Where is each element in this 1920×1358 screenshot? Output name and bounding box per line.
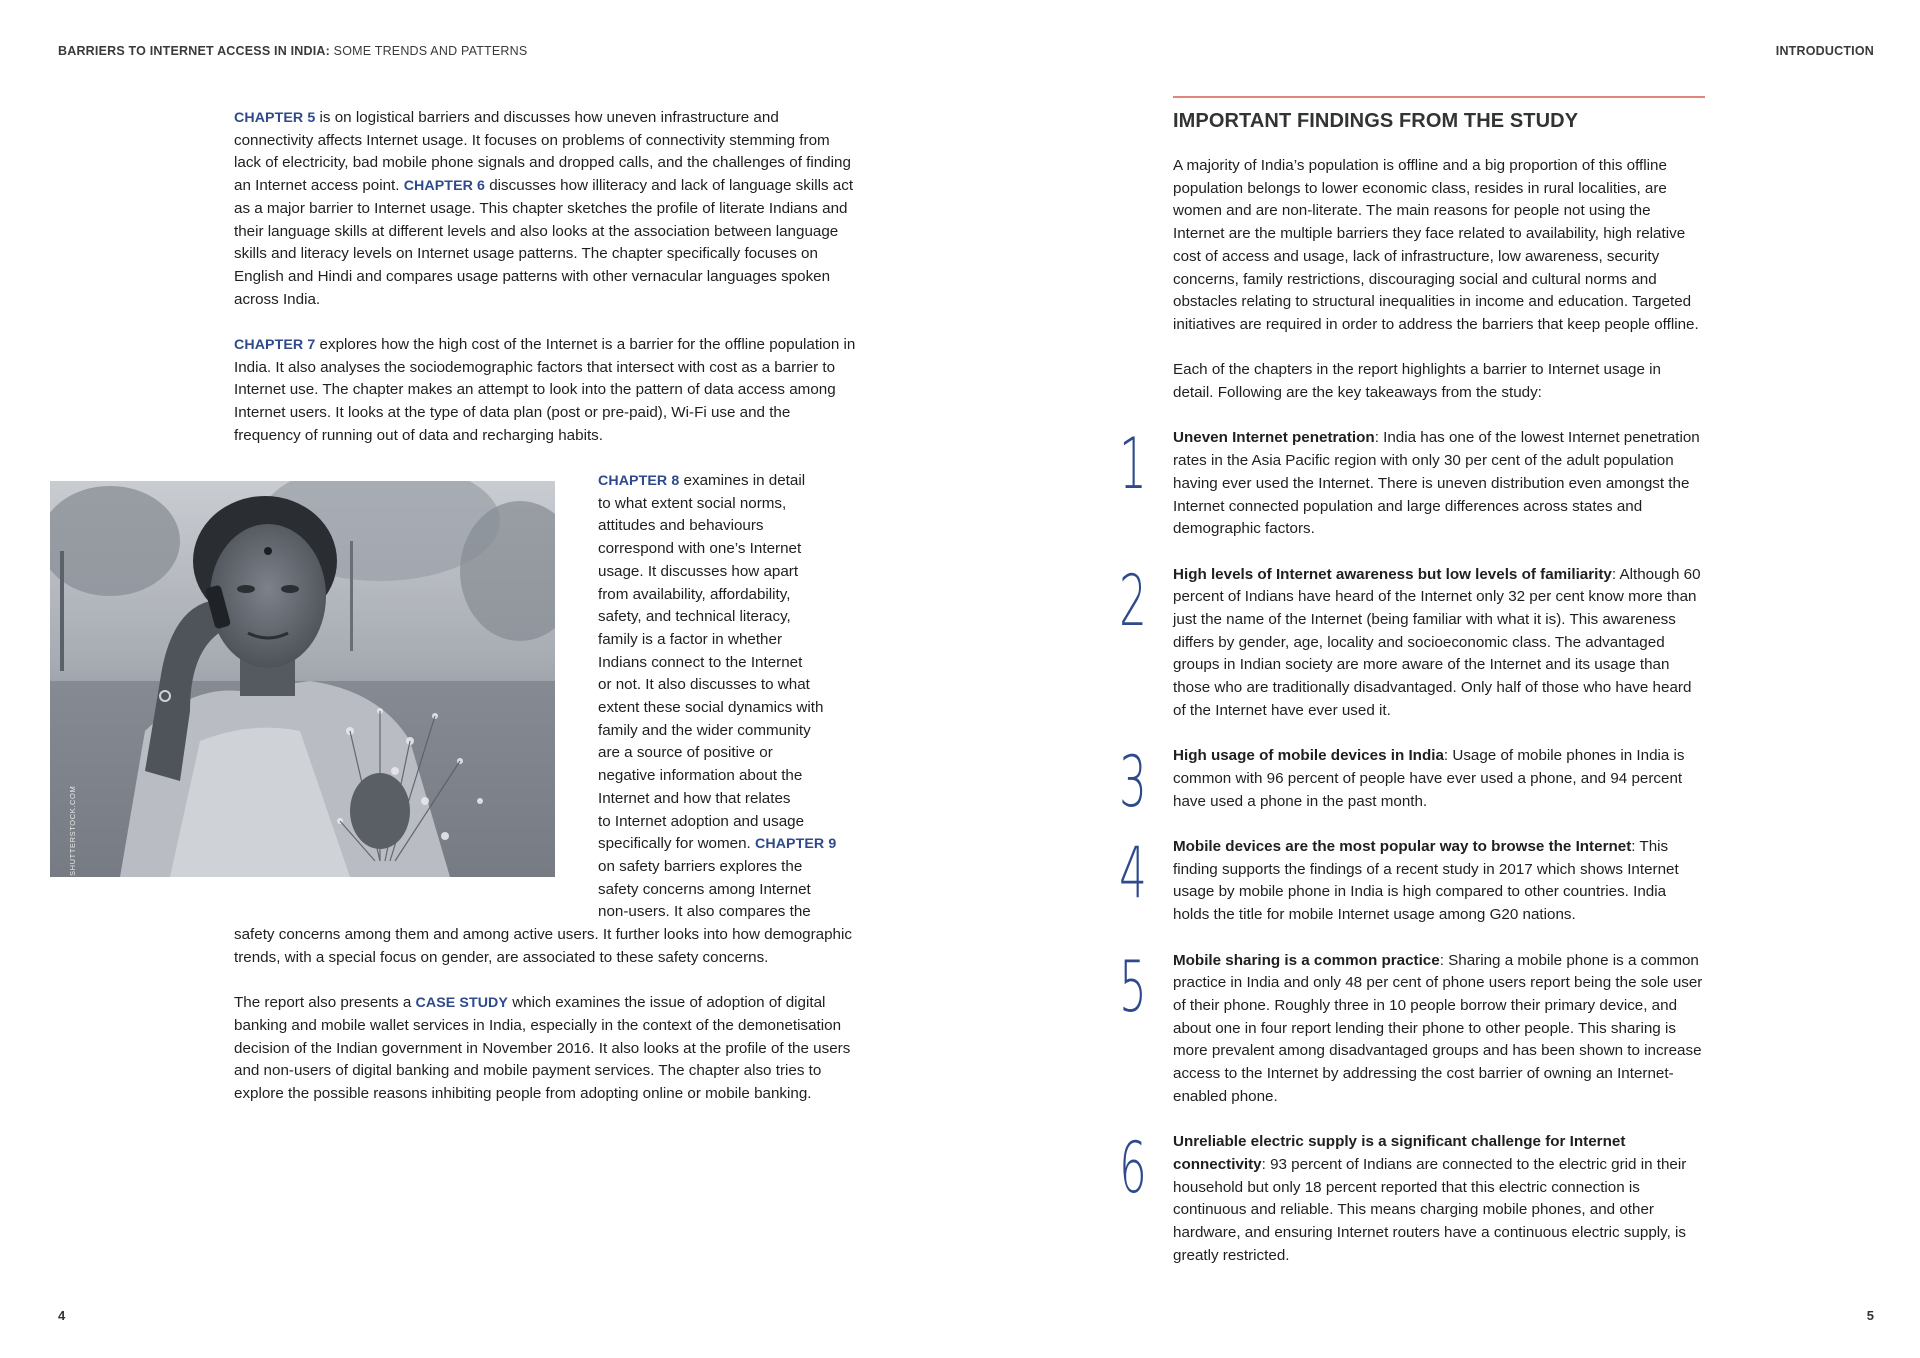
finding-number: 3: [1119, 741, 1147, 824]
finding-item-3: [1119, 741, 1705, 824]
left-column-continued: [234, 924, 860, 1128]
woman-phone-photo: [50, 481, 555, 877]
paragraph-chapter-8-9: CHAPTER 8 examines in detail to what extent social norms, attitudes and behaviours correspond with one’s Internet usage. It discusses how apart from availability, affordability, safety, and technical literacy, family is a factor in whether Indians connect to the Internet or not. It also discusses to what extent these social dynamics with family and the wider community are a source of positive or negative information about the Internet and how that relates to Internet adoption and usage specifically for women. CHAPTER 9 on safety barriers explores the safety concerns among Internet non-users. It also compares the: [598, 472, 837, 921]
finding-text: Uneven Internet penetration: India has one of the lowest Internet penetration rates in the Asia Pacific region with only 30 per cent of the adult population having ever used the Internet. There is uneven distribution even amongst the Internet connected population and large differences across states and demographic factors.: [1173, 429, 1700, 538]
chapter-9-link: CHAPTER 9: [755, 836, 837, 853]
findings-intro-1: A majority of India’s population is offline and a big proportion of this offline population belongs to lower economic class, resides in rural localities, are women and are non-literate. The main reasons for people not using the Internet are the multiple barriers they face related to availability, high relative cost of access and usage, lack of infrastructure, low awareness, security concerns, family restrictions, discouraging social and cultural norms and obstacles relating to structural inequalities in income and education. Targeted initiatives are required in order to address the barriers that keep people offline.: [1173, 157, 1699, 333]
running-header-left: BARRIERS TO INTERNET ACCESS IN INDIA: SOME TRENDS AND PATTERNS: [58, 44, 528, 58]
running-header-right: INTRODUCTION: [1775, 44, 1874, 58]
finding-text: High usage of mobile devices in India: Usage of mobile phones in India is common with 96 percent of people have ever used a phone, and 94 percent have used a phone in the past month.: [1173, 747, 1685, 810]
photo-credit: SHUTTERSTOCK.COM: [68, 785, 77, 876]
finding-item-5: [1119, 945, 1705, 1109]
paragraph-case-study: The report also presents a CASE STUDY which examines the issue of adoption of digital banking and mobile wallet services in India, especially in the context of the demonetisation decision of the Indian government in November 2016. It also looks at the profile of the users and non-users of digital banking and mobile payment services. The chapter also tries to explore the possible reasons inhibiting people from adopting online or mobile banking.: [234, 994, 851, 1102]
case-study-link: CASE STUDY: [415, 995, 508, 1012]
left-column: [234, 107, 860, 470]
finding-text: Mobile sharing is a common practice: Sharing a mobile phone is a common practice in India and only 48 per cent of phone users report being the sole user of their phone. Roughly three in 10 people borrow their primary device, and about one in four report lending their phone to other people. This sharing is more prevalent among disadvantaged groups and has been shown to increase access to the Internet by addressing the cost barrier of owning an Internet-enabled phone.: [1173, 951, 1703, 1105]
finding-text: High levels of Internet awareness but low levels of familiarity: Although 60 percent of Indians have heard of the Internet only 32 per cent know more than just the name of the Internet (being familiar with what it is). This awareness differs by gender, age, locality and socioeconomic class. The advantaged groups in Indian society are more aware of the Internet and its usage than those who are traditionally disadvantaged. Only half of those who have heard of the Internet have ever used it.: [1173, 565, 1701, 719]
finding-number: 6: [1119, 1127, 1147, 1210]
finding-number: 5: [1119, 945, 1147, 1028]
finding-item-4: [1119, 832, 1705, 927]
finding-item-6: [1119, 1127, 1705, 1267]
page-number-left: 4: [58, 1308, 66, 1323]
finding-number: 2: [1119, 559, 1147, 642]
finding-item-2: [1119, 559, 1705, 723]
findings-intro-2: Each of the chapters in the report highlights a barrier to Internet usage in detail. Following are the key takeaways from the study:: [1173, 361, 1661, 402]
finding-text: Unreliable electric supply is a significant challenge for Internet connectivity: 93 percent of Indians are connected to the electric grid in their household but only 18 percent reported that this electric connection is continuous and reliable. This means charging mobile phones, and other hardware, and ensuring Internet routers have a continuous electric supply, is greatly restricted.: [1173, 1133, 1687, 1264]
finding-number: 4: [1119, 832, 1147, 915]
finding-number: 1: [1119, 423, 1147, 506]
finding-text: Mobile devices are the most popular way to browse the Internet: This finding supports the findings of a recent study in 2017 which shows Internet usage by mobile phone in India is high compared to other countries. India holds the title for mobile Internet usage among G20 nations.: [1173, 838, 1679, 924]
paragraph-chapter-7: CHAPTER 7 explores how the high cost of the Internet is a barrier for the offline population in India. It also analyses the sociodemographic factors that intersect with cost as a barrier to Internet use. The chapter makes an attempt to look into the pattern of data access among Internet users. It looks at the type of data plan (post or pre-paid), Wi-Fi use and the frequency of running out of data and recharging habits.: [234, 336, 856, 444]
findings-title: IMPORTANT FINDINGS FROM THE STUDY: [1173, 110, 1579, 132]
right-column: [1119, 96, 1705, 1290]
finding-item-1: [1119, 423, 1705, 541]
chapter-5-link: CHAPTER 5: [234, 110, 316, 126]
paragraph-chapter-9-cont: safety concerns among them and among active users. It further looks into how demographic trends, with a special focus on gender, are associated to these safety concerns.: [234, 926, 852, 966]
section-divider: [1173, 96, 1705, 98]
chapter-7-link: CHAPTER 7: [234, 337, 316, 354]
chapter-8-link: CHAPTER 8: [598, 473, 680, 489]
wrap-text-beside-photo: [598, 470, 860, 924]
page-number-right: 5: [1866, 1308, 1874, 1323]
chapter-6-link: CHAPTER 6: [403, 178, 486, 195]
paragraph-chapter-5-6: CHAPTER 5 is on logistical barriers and discusses how uneven infrastructure and connectivity affects Internet usage. It focuses on problems of connectivity stemming from lack of electricity, bad mobile phone signals and dropped calls, and the challenges of finding an Internet access point. CHAPTER 6 discusses how illiteracy and lack of language skills act as a major barrier to Internet usage. This chapter sketches the profile of literate Indians and their language skills at different levels and also looks at the association between language skills and literacy levels on Internet usage patterns. The chapter specifically focuses on English and Hindi and compares usage patterns with other vernacular languages spoken across India.: [234, 109, 854, 308]
